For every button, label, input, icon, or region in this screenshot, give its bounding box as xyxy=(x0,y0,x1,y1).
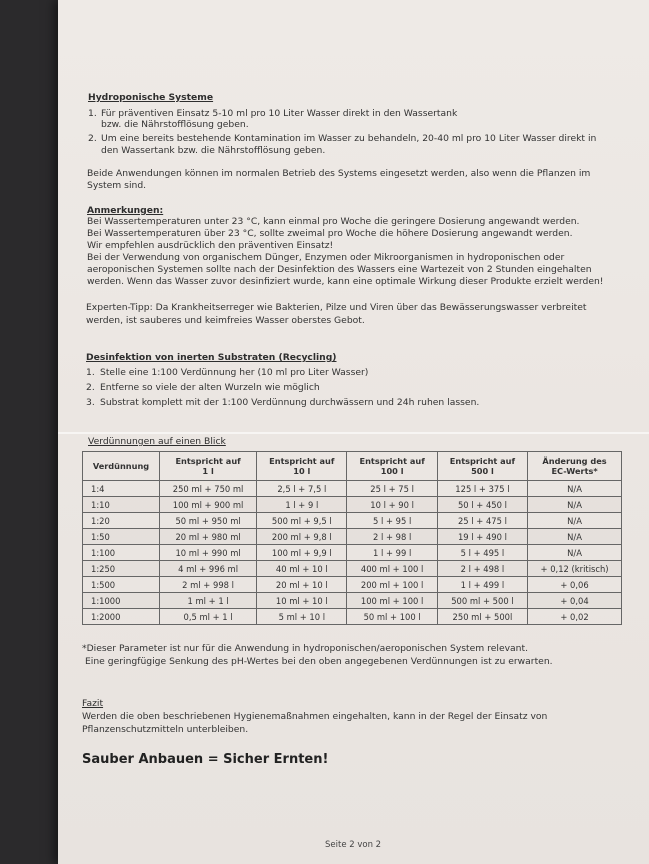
list-number: 3. xyxy=(86,397,95,408)
note-line: Wir empfehlen ausdrücklich den präventiven Einsatz! xyxy=(87,240,334,251)
list-number: 2. xyxy=(86,382,95,393)
footnote-line: *Dieser Parameter ist nur für die Anwendung in hydroponischen/aeroponischen System relevant. xyxy=(82,643,529,654)
table-cell: N/A xyxy=(528,481,622,497)
table-cell: 200 ml + 100 l xyxy=(347,577,437,593)
notes-title: Anmerkungen: xyxy=(87,205,164,216)
table-cell: 500 ml + 500 l xyxy=(437,593,527,609)
list-item-line: den Wassertank bzw. die Nährstofflösung geben. xyxy=(101,145,326,156)
list-item: Substrat komplett mit der 1:100 Verdünnung durchwässern und 24h ruhen lassen. xyxy=(100,397,480,408)
section-substrate-title: Desinfektion von inerten Substraten (Recycling) xyxy=(86,352,337,363)
table-cell: + 0,04 xyxy=(528,593,622,609)
table-cell: 250 ml + 500l xyxy=(437,609,527,625)
table-row xyxy=(83,513,622,529)
note-line: Bei Wassertemperaturen unter 23 °C, kann einmal pro Woche die geringere Dosierung angewandt werden. xyxy=(87,216,580,227)
table-cell: 50 l + 450 l xyxy=(437,497,527,513)
dilution-table xyxy=(82,451,622,625)
page-number: Seite 2 von 2 xyxy=(325,840,382,850)
header-cell: Entspricht auf 1 l xyxy=(160,452,257,481)
conclusion-title: Fazit xyxy=(82,698,104,709)
note-line: aeroponischen Systemen sollte nach der Desinfektion des Wassers eine Wartezeit von 2 Stunden eingehalten xyxy=(87,264,592,275)
table-cell: 100 ml + 100 l xyxy=(347,593,437,609)
page-fold xyxy=(58,432,649,434)
table-cell: 5 ml + 10 l xyxy=(257,609,347,625)
table-cell: 2 l + 98 l xyxy=(347,529,437,545)
section-hydroponics-title: Hydroponische Systeme xyxy=(88,92,214,103)
dilution-cell: 1:4 xyxy=(83,481,160,497)
table-cell: 20 ml + 980 ml xyxy=(160,529,257,545)
table-header-row xyxy=(83,452,622,481)
dilution-cell: 1:2000 xyxy=(83,609,160,625)
table-row xyxy=(83,561,622,577)
table-cell: 50 ml + 950 ml xyxy=(160,513,257,529)
table-cell: 5 l + 495 l xyxy=(437,545,527,561)
dilution-cell: 1:20 xyxy=(83,513,160,529)
table-cell: N/A xyxy=(528,513,622,529)
dilution-cell: 1:10 xyxy=(83,497,160,513)
expert-tip-line: Experten-Tipp: Da Krankheitserreger wie Bakterien, Pilze und Viren über das Bewässerungswasser verbreitet xyxy=(86,302,587,313)
dilution-cell: 1:250 xyxy=(83,561,160,577)
header-cell: Entspricht auf 10 l xyxy=(257,452,347,481)
table-cell: 25 l + 475 l xyxy=(437,513,527,529)
table-cell: 10 ml + 990 ml xyxy=(160,545,257,561)
footnote-line: Eine geringfügige Senkung des pH-Wertes bei den oben angegebenen Verdünnungen ist zu erwarten. xyxy=(85,656,553,667)
table-row xyxy=(83,529,622,545)
dilution-cell: 1:100 xyxy=(83,545,160,561)
table-cell: 20 ml + 10 l xyxy=(257,577,347,593)
table-cell: 1 l + 99 l xyxy=(347,545,437,561)
table-cell: N/A xyxy=(528,545,622,561)
table-row xyxy=(83,609,622,625)
dilution-cell: 1:500 xyxy=(83,577,160,593)
table-cell: 0,5 ml + 1 l xyxy=(160,609,257,625)
table-cell: 2 ml + 998 l xyxy=(160,577,257,593)
note-line: Bei der Verwendung von organischem Dünger, Enzymen oder Mikroorganismen in hydroponischen oder xyxy=(87,252,565,263)
list-item: Stelle eine 1:100 Verdünnung her (10 ml pro Liter Wasser) xyxy=(100,367,369,378)
header-cell: Änderung des EC-Werts* xyxy=(528,452,622,481)
table-cell: 500 ml + 9,5 l xyxy=(257,513,347,529)
table-row xyxy=(83,497,622,513)
table-cell: 125 l + 375 l xyxy=(437,481,527,497)
header-cell: Entspricht auf 500 l xyxy=(437,452,527,481)
table-cell: 19 l + 490 l xyxy=(437,529,527,545)
list-item-line: bzw. die Nährstofflösung geben. xyxy=(101,119,249,130)
list-item-line: Für präventiven Einsatz 5-10 ml pro 10 Liter Wasser direkt in den Wassertank xyxy=(101,108,458,119)
list-number: 1. xyxy=(86,367,95,378)
table-cell: 250 ml + 750 ml xyxy=(160,481,257,497)
paragraph-line: Beide Anwendungen können im normalen Betrieb des Systems eingesetzt werden, also wenn die Pflanzen im xyxy=(87,168,591,179)
list-number: 1. xyxy=(88,108,97,119)
conclusion-line: Werden die oben beschriebenen Hygienemaßnahmen eingehalten, kann in der Regel der Einsatz von xyxy=(82,711,548,722)
slogan: Sauber Anbauen = Sicher Ernten! xyxy=(82,752,329,767)
table-cell: N/A xyxy=(528,529,622,545)
dilution-cell: 1:50 xyxy=(83,529,160,545)
expert-tip-line: werden, ist sauberes und keimfreies Wasser oberstes Gebot. xyxy=(86,315,365,326)
table-cell: 40 ml + 10 l xyxy=(257,561,347,577)
table-row xyxy=(83,593,622,609)
table-cell: 2,5 l + 7,5 l xyxy=(257,481,347,497)
table-cell: 200 ml + 9,8 l xyxy=(257,529,347,545)
table-cell: 1 l + 9 l xyxy=(257,497,347,513)
paragraph-line: System sind. xyxy=(87,180,147,191)
list-item-line: Um eine bereits bestehende Kontamination im Wasser zu behandeln, 20-40 ml pro 10 Liter Wasser direkt in xyxy=(101,133,597,144)
table-cell: 100 ml + 900 ml xyxy=(160,497,257,513)
table-cell: 50 ml + 100 l xyxy=(347,609,437,625)
header-cell: Verdünnung xyxy=(83,452,160,481)
table-cell: + 0,06 xyxy=(528,577,622,593)
table-cell: 10 l + 90 l xyxy=(347,497,437,513)
table-cell: N/A xyxy=(528,497,622,513)
table-cell: 100 ml + 9,9 l xyxy=(257,545,347,561)
table-cell: 25 l + 75 l xyxy=(347,481,437,497)
table-cell: 4 ml + 996 ml xyxy=(160,561,257,577)
note-line: werden. Wenn das Wasser zuvor desinfiziert wurde, kann eine optimale Wirkung dieser Produkte erzielt werden! xyxy=(87,276,604,287)
note-line: Bei Wassertemperaturen über 23 °C, sollte zweimal pro Woche die höhere Dosierung angewandt werden. xyxy=(87,228,573,239)
conclusion-line: Pflanzenschutzmitteln unterbleiben. xyxy=(82,724,249,735)
table-cell: 400 ml + 100 l xyxy=(347,561,437,577)
list-item: Entferne so viele der alten Wurzeln wie möglich xyxy=(100,382,320,393)
table-row xyxy=(83,481,622,497)
table-cell: + 0,12 (kritisch) xyxy=(528,561,622,577)
table-cell: 10 ml + 10 l xyxy=(257,593,347,609)
table-cell: 1 l + 499 l xyxy=(437,577,527,593)
table-row xyxy=(83,577,622,593)
table-cell: 1 ml + 1 l xyxy=(160,593,257,609)
table-cell: 2 l + 498 l xyxy=(437,561,527,577)
list-number: 2. xyxy=(88,133,97,144)
header-cell: Entspricht auf 100 l xyxy=(347,452,437,481)
table-title: Verdünnungen auf einen Blick xyxy=(88,436,226,447)
table-cell: 5 l + 95 l xyxy=(347,513,437,529)
dilution-cell: 1:1000 xyxy=(83,593,160,609)
table-cell: + 0,02 xyxy=(528,609,622,625)
table-row xyxy=(83,545,622,561)
